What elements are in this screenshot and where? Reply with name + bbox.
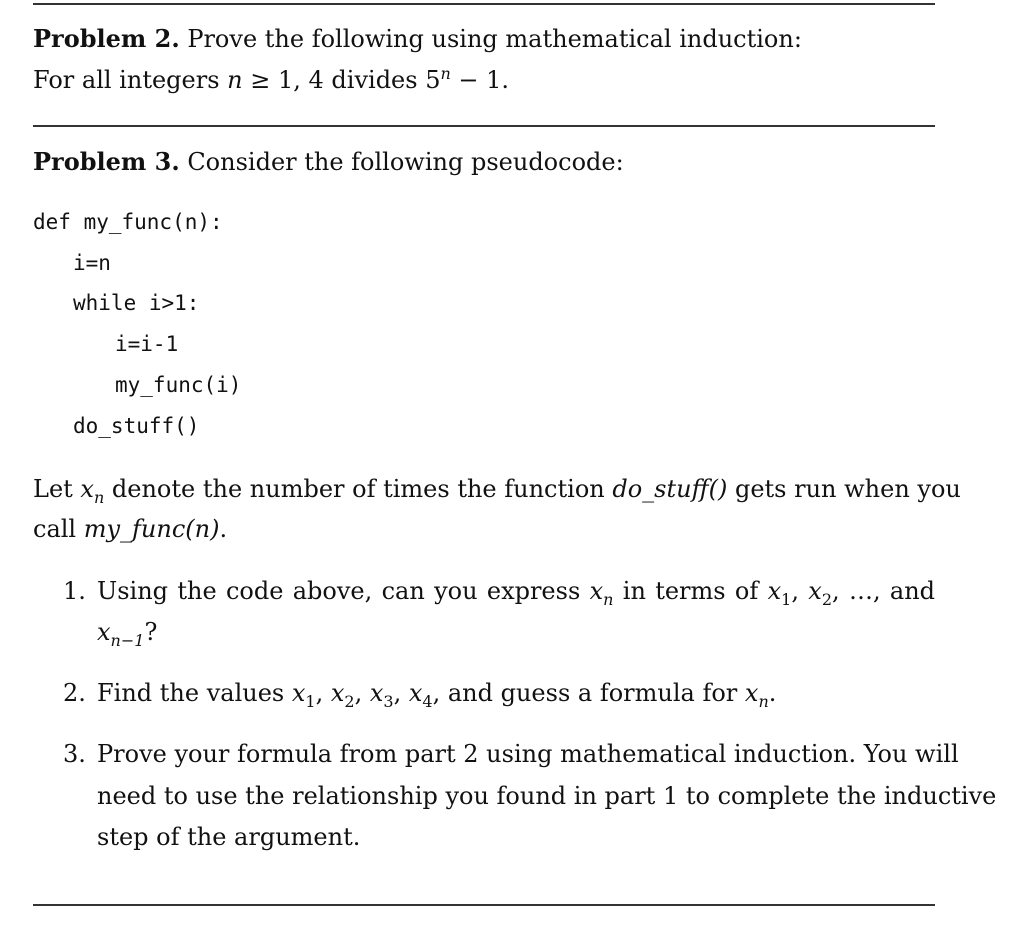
description-line-1: Let $x_n$ denote the number of times the function do_stuff() gets run when you xyxy=(33,475,961,507)
document-page: Problem 2. Prove the following using mathematical induction: For all integers n ≥ 1, 4 divides $5^n - 1$. Problem 3. Consider the following pseudocode: def my_func(n): i=n while i>1: i=i-1 my_func(i) do_stuff() Let $x_n$ denote the number of times the function do_stuff() gets run when you call my_func(n). 1. Using the code above, can you express $x_n$ in terms of $x_1$, $x_2$, …, and $x_{n-1}$? 2. Find the values $x_1$, $x_2$, $x_3$, $x_4$, and guess a formula for $x_n$. 3. Prove your formula from part 2 using mathematical induction. You will need to use the relationship you found in part 1 to complete the inductive step of the argument. xyxy=(33,0,935,944)
problem2-heading xyxy=(33,24,802,54)
bottom-rule xyxy=(33,904,935,906)
code-line: my_func(i) xyxy=(115,373,242,397)
separator-rule xyxy=(33,125,935,127)
code-line: i=i-1 xyxy=(115,332,179,356)
problem2-statement: Prove the following using mathematical induction: xyxy=(187,25,802,53)
problem3-statement: Consider the following pseudocode: xyxy=(187,148,624,176)
problem2-label: Problem 2. xyxy=(33,24,180,53)
code-line: i=n xyxy=(73,251,111,275)
problem3-label: Problem 3. xyxy=(33,147,180,176)
problem3-heading xyxy=(33,147,624,177)
code-line: do_stuff() xyxy=(73,414,200,438)
description-line-2: call my_func(n). xyxy=(33,515,228,543)
code-line: while i>1: xyxy=(73,291,200,315)
code-line: def my_func(n): xyxy=(33,210,223,234)
top-rule xyxy=(33,3,935,5)
problem2-claim: For all integers n ≥ 1, 4 divides $5^n - 1$. xyxy=(33,64,510,94)
